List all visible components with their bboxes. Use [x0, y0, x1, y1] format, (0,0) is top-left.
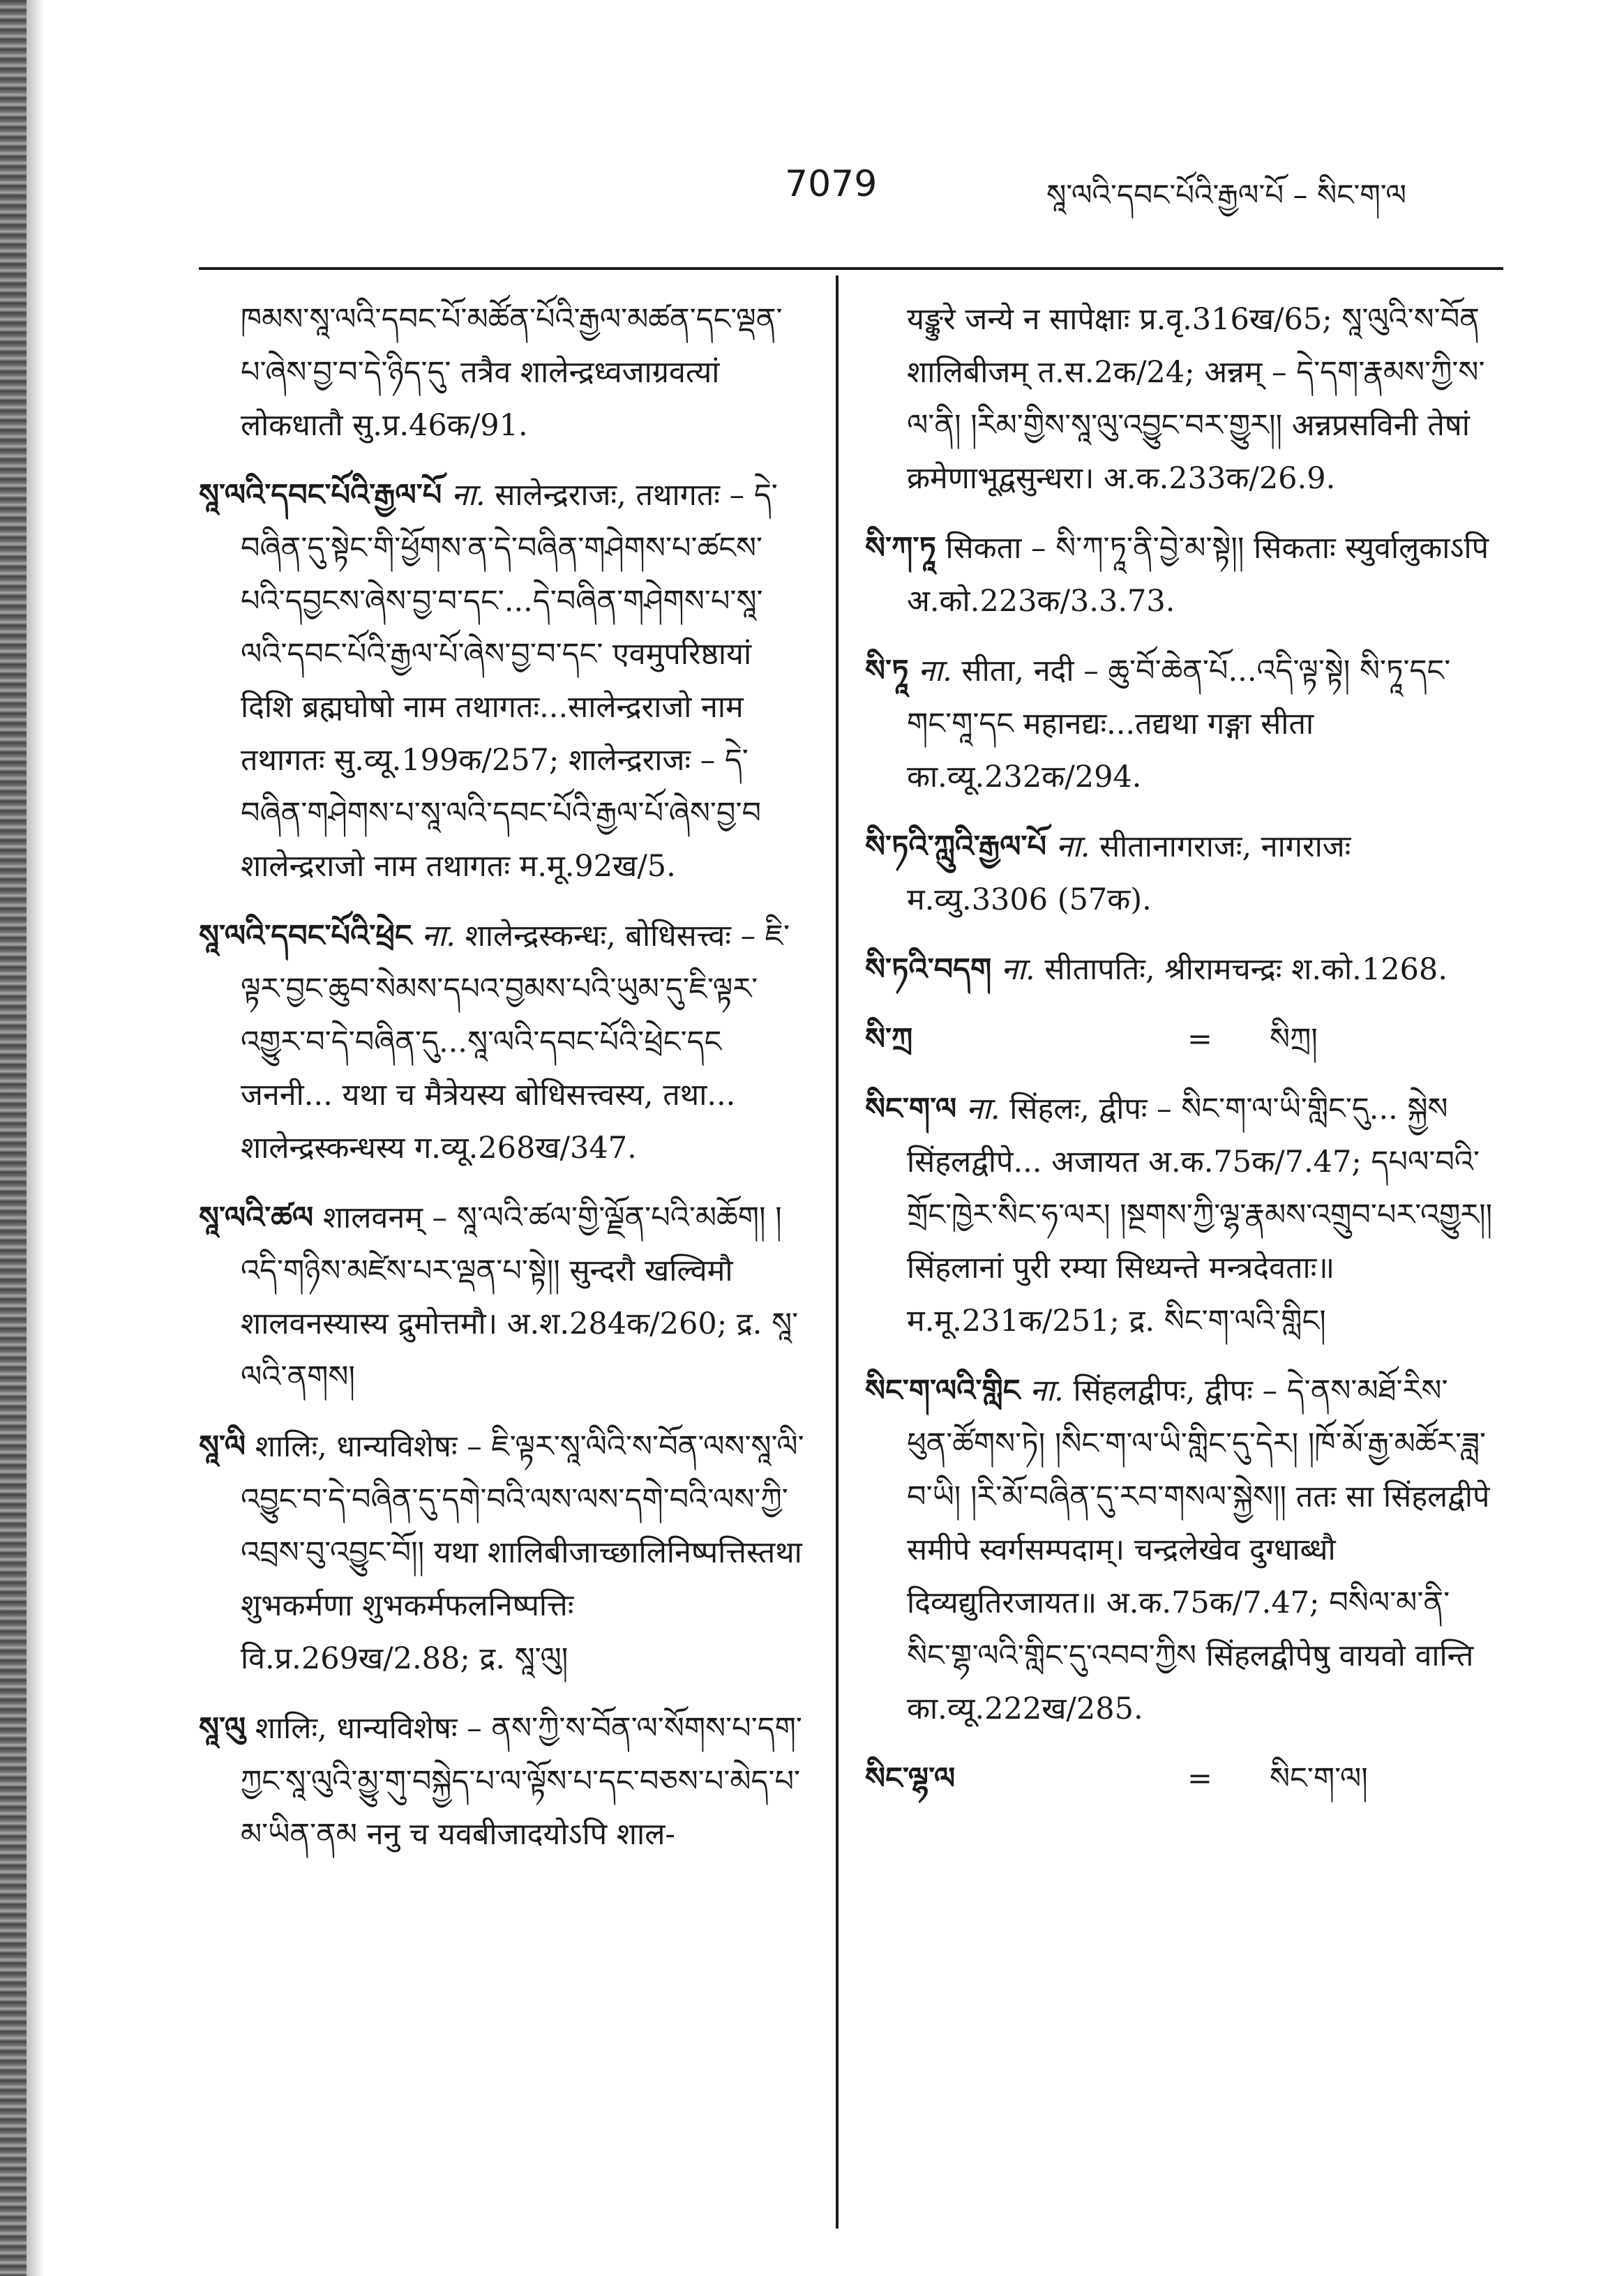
entry-headword: སིང་ག་ལའི་གླིང: [865, 1373, 1021, 1408]
cross-reference-target: སིང་ག་ལ།: [1270, 1761, 1368, 1796]
column-divider: [836, 276, 839, 2229]
dictionary-entry: [865, 943, 1493, 996]
cross-reference-entry: [865, 1013, 1493, 1066]
running-head: སཱ་ལའི་དབང་པོའི་རྒྱལ་པོ – སིང་ག་ལ: [1046, 178, 1407, 212]
entry-headword: སི་ཏཱ: [865, 654, 909, 688]
dictionary-entry: [865, 820, 1493, 926]
entry-label: ना.: [1001, 952, 1035, 987]
entry-text: सीतानागराजः, नागराजः म.व्यु.3306 (57क).: [907, 829, 1351, 917]
scan-edge-shadow: [27, 0, 45, 2276]
entry-label: ना.: [421, 919, 456, 954]
dictionary-entry: [199, 1420, 806, 1685]
entry-label: ना.: [965, 1092, 1000, 1126]
dictionary-entry: [865, 522, 1493, 628]
entry-headword: སཱ་ལའི་ཚལ: [199, 1200, 314, 1235]
entry-headword: སི་ཏའི་བདག: [865, 952, 992, 987]
dictionary-entry: [199, 469, 806, 893]
cross-reference-entry: [865, 1752, 1493, 1805]
dictionary-entry: [865, 1083, 1493, 1348]
dictionary-entry: [865, 645, 1493, 804]
header-rule: [199, 267, 1503, 270]
entry-headword: སིང་ག་ལ: [865, 1092, 957, 1126]
entry-headword: སཱ་ལུ: [199, 1711, 246, 1746]
entry-text: शालिः, धान्यविशेषः – ཇི་ལྟར་སཱ་ལིའི་ས་བོན་ལས་སཱ་ལི་འབྱུང་བ་དེ་བཞིན་དུ་དགེ་བའི་ལས་ལས་དགེ་བའི་ལས་ཀྱི་འབྲས་བུ་འབྱུང་བོ།། यथा शालिबीजाच्छालिनिष्पत्तिस्तथा शुभकर्मणा शुभकर्मफलनिष्पत्तिः वि.प्र.269ख/2.88; द्र. སཱ་ལུ།: [241, 1429, 804, 1676]
entry-text: सिकता – སི་ཀ་ཏཱ་ནི་བྱེ་མ་སྟེ།། सिकताः स्युर्वालुकाऽपि अ.को.223क/3.3.73.: [907, 531, 1489, 619]
entry-text: सिंहलः, द्वीपः – སིང་ག་ལ་ཡི་གླིང་དུ... སྐྱེས सिंहलद्वीपे... अजायत अ.क.75क/7.47; དཔལ་བའི་གྲོང་ཁྱེར་སིང་ཧ་ལར། །སྔགས་ཀྱི་ལྷ་རྣམས་འགྲུབ་པར་འགྱུར།། सिंहलानां पुरी रम्या सिध्यन्ते मन्त्रदेवताः॥ म.मू.231क/251; द्र. སིང་ག་ལའི་གླིང།: [907, 1092, 1493, 1339]
entry-text: सीता, नदी – ཆུ་བོ་ཆེན་པོ...འདི་ལྟ་སྟེ། སི་ཏཱ་དང་གང་གཱ་དང महानद्यः...तद्यथा गङ्गा सीता का.व्यू.232क/294.: [907, 654, 1451, 794]
dictionary-entry: [865, 1364, 1493, 1735]
entry-text: सालेन्द्रराजः, तथागतः – དེ་བཞིན་དུ་སྟེང་གི་ཕྱོགས་ན་དེ་བཞིན་གཤེགས་པ་ཚངས་པའི་དབྱངས་ཞེས་བྱ་བ་དང་...དེ་བཞིན་གཤེགས་པ་སཱ་ལའི་དབང་པོའི་རྒྱལ་པོ་ཞེས་བྱ་བ་དང་ एवमुपरिष्ठायां दिशि ब्रह्मघोषो नाम तथागतः...सालेन्द्रराजो नाम तथागतः सु.व्यू.199क/257; शालेन्द्रराजः – དེ་བཞིན་གཤེགས་པ་སཱ་ལའི་དབང་པོའི་རྒྱལ་པོ་ཞེས་བྱ་བ शालेन्द्रराजो नाम तथागतः म.मू.92ख/5.: [241, 478, 778, 884]
entry-label: ना.: [1030, 1373, 1064, 1408]
dictionary-entry: [199, 910, 806, 1175]
entry-headword: སཱ་ལའི་དབང་པོའི་ཕྲེང: [199, 919, 412, 954]
continuation-entry: [199, 293, 806, 452]
entry-label: ना.: [918, 654, 952, 688]
entry-headword: སཱ་ལི: [199, 1429, 246, 1464]
entry-headword: སི་ཏའི་ཀླུའི་རྒྱལ་པོ: [865, 829, 1047, 864]
right-column: [865, 293, 1493, 1822]
equals-sign: =: [1187, 1761, 1213, 1796]
entry-headword: སི་ཀྲ: [865, 1022, 913, 1057]
scan-edge: [0, 0, 27, 2276]
left-column: [199, 293, 806, 1878]
entry-label: ना.: [451, 478, 486, 513]
entry-text: शालिः, धान्यविशेषः – ནས་ཀྱི་ས་བོན་ལ་སོགས་པ་དག་ཀྱང་སཱ་ལུའི་མྱུ་གུ་བསྐྱེད་པ་ལ་ལྟོས་པ་དང་བཅས་པ་མེད་པ་མ་ཡིན་ནམ ननु च यवबीजादयोऽपि शाल-: [241, 1711, 802, 1852]
entry-text: सिंहलद्वीपः, द्वीपः – དེ་ནས་མཐོ་རིས་ཕུན་ཚོགས་ཏེ། །སིང་ག་ལ་ཡི་གླིང་དུ་དེར། །ཁོ་མོ་རྒྱ་མཚོར་ཟླ་བ་ཡི། །རི་མོ་བཞིན་དུ་རབ་གསལ་སྐྱེས།། ततः सा सिंहलद्वीपे समीपे स्वर्गसम्पदाम्। चन्द्रलेखेव दुग्धाब्धौ दिव्यद्युतिरजायत॥ अ.क.75क/7.47; བསིལ་མ་ནི་སིང་གྷ་ལའི་གླིང་དུ་འབབ་ཀྱིས सिंहलद्वीपेषु वायवो वान्ति का.व्यू.222ख/285.: [907, 1373, 1490, 1726]
entry-text: ཁམས་སཱ་ལའི་དབང་པོ་མཚོན་པོའི་རྒྱལ་མཚན་དང་ལྡན་པ་ཞེས་བྱ་བ་དེ་ཉིད་དུ་ तत्रैव शालेन्द्रध्वजाग्रवत्यां लोकधातौ सु.प्र.46क/91.: [241, 302, 783, 443]
continuation-entry: [865, 293, 1493, 505]
equals-sign: =: [1187, 1022, 1213, 1057]
entry-headword: སིང་ལྷ་ལ: [865, 1761, 956, 1796]
entry-headword: སཱ་ལའི་དབང་པོའི་རྒྱལ་པོ: [199, 478, 442, 513]
page-number: 7079: [785, 163, 878, 205]
entry-headword: སི་ཀ་ཏཱ: [865, 531, 936, 566]
entry-text: सीतापतिः, श्रीरामचन्द्रः श.को.1268.: [1044, 952, 1448, 987]
cross-reference-target: སིཀྲ།: [1270, 1022, 1318, 1057]
entry-text: शालेन्द्रस्कन्धः, बोधिसत्त्वः – ཇི་ལྟར་བྱང་ཆུབ་སེམས་དཔའ་བྱམས་པའི་ཡུམ་དུ་ཇི་ལྟར་འགྱུར་བ་དེ་བཞིན་དུ...སཱ་ལའི་དབང་པོའི་ཕྲེང་དང जननी... यथा च मैत्रेयस्य बोधिसत्त्वस्य, तथा... शालेन्द्रस्कन्धस्य ग.व्यू.268ख/347.: [241, 919, 790, 1166]
entry-text: यङ्कुरे जन्ये न सापेक्षाः प्र.वृ.316ख/65; སཱ་ལུའི་ས་བོན शालिबीजम् त.स.2क/24; अन्नम् – དེ་དག་རྣམས་ཀྱི་ས་ལ་ནི། །རིམ་གྱིས་སཱ་ལུ་འབྱུང་བར་གྱུར།། अन्नप्रसविनी तेषां क्रमेणाभूद्वसुन्धरा। अ.क.233क/26.9.: [907, 302, 1485, 496]
dictionary-entry: [199, 1702, 806, 1861]
entry-label: ना.: [1055, 829, 1090, 864]
dictionary-entry: [199, 1191, 806, 1403]
entry-text: शालवनम् – སཱ་ལའི་ཚལ་གྱི་ལྗོན་པའི་མཆོག། །འདི་གཉིས་མཛེས་པར་ལྡན་པ་སྟེ།། सुन्दरौ खल्विमौ शालवनस्यास्य द्रुमोत्तमौ। अ.श.284क/260; द्र. སཱ་ལའི་ནགས།: [241, 1200, 799, 1394]
